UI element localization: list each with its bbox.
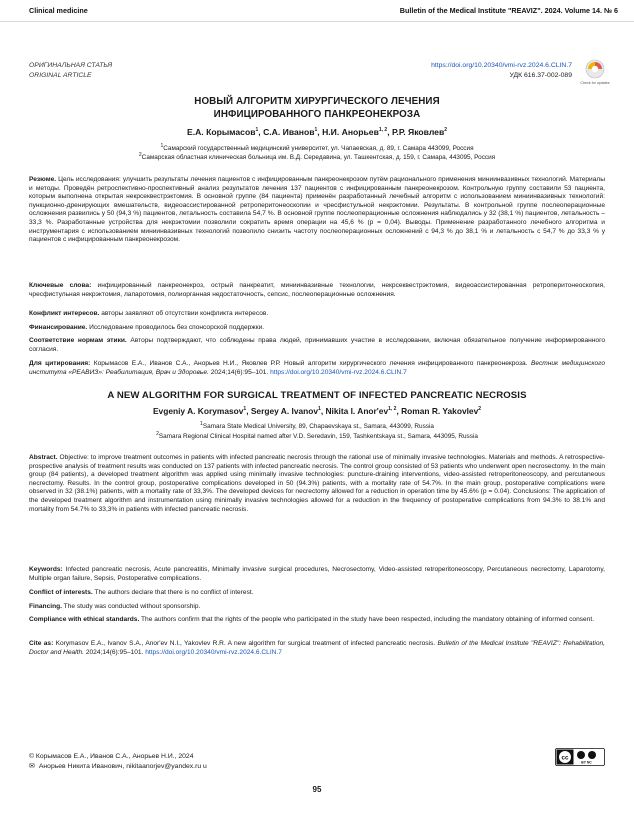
running-header (0, 0, 634, 22)
author-ru-3: Н.И. Анорьев$^{1, 2}$, (322, 127, 392, 137)
conflict-ru: Конфликт интересов. авторы заявляют об отсутствии конфликта интересов. (29, 310, 269, 317)
author-en-2: Sergey A. Ivanov$^1$, (250, 406, 326, 416)
affiliation-en-1: $^1$Samara State Medical University, 89, Chapaevskaya st., Samara, 443099, Russia (200, 420, 434, 430)
affiliation-ru-2: $^2$Самарская областная клиническая больница им. В.Д. Середавина, ул. Ташкентская, д. 159, г. Самара, 443095, Россия (138, 151, 496, 161)
article-type (29, 61, 112, 80)
article-title-en: A NEW ALGORITHM FOR SURGICAL TREATMENT OF INFECTED PANCREATIC NECROSIS (107, 390, 527, 401)
citation-en-doi-link[interactable]: https://doi.org/10.20340/vmi-rvz.2024.6.CLIN.7 (145, 648, 282, 656)
journal-name: Bulletin of the Medical Institute "REAVIZ". 2024. Volume 14. № 6 (399, 6, 618, 15)
envelope-icon: ✉ (29, 763, 35, 770)
citation-en: Cite as: Korymasov E.A., Ivanov S.A., Anor'ev N.I., Yakovlev R.R. A new algorithm for surgical treatment of infected pancreatic necrosis. Bulletin of the Medical Institute "REAVIZ": Rehabilitation, Doctor and Health. 2024;14(6):95–101. https://doi.org/10.20340/vmi-rvz.2024.6.CLIN.7 (29, 640, 605, 656)
ethics-ru: Соответствие нормам этики. Авторы подтверждают, что соблюдены права людей, принимавших участие в исследовании, включая обязательное получение информированного согласия. (29, 337, 606, 353)
keywords-en: Keywords: Infected pancreatic necrosis, Acute pancreatitis, Minimally invasive surgical procedures, Necrosectomy, Video-assisted retroperitoneoscopy, Percutaneous necrectomy, Laparotomy, Multiple organ failure, Sepsis, Postoperative complications. (29, 566, 605, 582)
cc-license-type: BY NC (581, 760, 592, 765)
title-ru-line2: ИНФИЦИРОВАННОГО ПАНКРЕОНЕКРОЗА (213, 108, 421, 120)
keywords-ru: Ключевые слова: инфицированный панкреонекроз, острый панкреатит, миниинвазивные технологии, некрсеквестрэктомия, видеоассистированная ретроперитонеоскопия, чресфистульная некрэктомия, лапаротомия, полиорганная недостаточность, сепсис, послеоперационные осложнения. (29, 282, 605, 298)
udc-code: УДК 616.37-002-089 (509, 71, 572, 79)
contact-suffix: u (201, 763, 207, 770)
article-title-ru (29, 96, 605, 121)
section-name: Clinical medicine (29, 6, 88, 15)
author-ru-4: Р.Р. Яковлев$^2$ (391, 127, 448, 137)
article-identifiers (431, 61, 572, 80)
crossmark-label: Check for updates (580, 81, 610, 85)
contact-name: Анорьев Никита Иванович, (38, 763, 125, 770)
cc-nc-icon (588, 751, 596, 759)
author-en-4: Roman R. Yakovlev$^2$ (401, 406, 482, 416)
abstract-en: Abstract. Objective: to improve treatment outcomes in patients with infected pancreatic necrosis through the rational use of minimally invasive technologies. Materials and methods. A retrospective-prospective analysis of treatment results was conducted on 137 patients with infected pancreatic necrosis. The control group consisted of 53 patients who underwent open necrosectomy. In the main group (84 patients), a developed treatment algorithm was applied using minimally invasive technologies: puncture-draining interventions, video-assisted retroperitoneoscopy, and percutaneous necrectomy. Results. In the control group, postoperative complications developed in 50 (94.3%) patients, with a mortality rate of 54.7%. In the main group, postoperative complications were observed in 32 (38.1%) patients, with a mortality rate of 33,3%. The developed devices for necrectomy allowed for a reduction in operation time by 45.6% (p = 0.04). Conclusions: The application of the developed treatment algorithm and instrumentation using minimally invasive technologies allowed for a reduction in the frequency of postoperative complications from 94.3% to 38.1% and mortality from 54.7% to 33,3% in patients with infected pancreatic necrosis. (29, 454, 605, 513)
crossmark-center (592, 66, 598, 72)
cc-logo-text: cc (561, 754, 569, 762)
author-ru-2: С.А. Иванов$^1$, (263, 127, 323, 137)
cc-by-icon (577, 751, 585, 759)
crossmark-badge[interactable] (580, 59, 610, 89)
conflict-en: Conflict of interests. The authors declare that there is no conflict of interest. (29, 589, 254, 596)
corresponding-author (29, 762, 207, 772)
affiliation-en-2: $^2$Samara Regional Clinical Hospital named after V.D. Seredavin, 159, Tashkentskaya st., Samara, 443095, Russia (156, 430, 478, 440)
cc-license-badge[interactable] (555, 748, 605, 766)
author-list-en (29, 406, 605, 416)
title-ru-line1: НОВЫЙ АЛГОРИТМ ХИРУРГИЧЕСКОГО ЛЕЧЕНИЯ (194, 96, 440, 107)
author-ru-1: Е.А. Корымасов$^1$, (186, 127, 264, 137)
citation-ru-doi-link[interactable]: https://doi.org/10.20340/vmi-rvz.2024.6.CLIN.7 (270, 368, 407, 376)
doi-link[interactable]: https://doi.org/10.20340/vmi-rvz.2024.6.CLIN.7 (431, 62, 572, 69)
article-type-ru: ОРИГИНАЛЬНАЯ СТАТЬЯ (29, 62, 113, 69)
ethics-en: Compliance with ethical standards. The authors confirm that the rights of the people who participated in the study have been respected, including the mandatory obtaining of informed consent. (29, 616, 595, 623)
author-en-3: Nikita I. Anor'ev$^{1, 2}$, (325, 406, 402, 416)
author-en-1: Evgeniy A. Korymasov$^1$, (152, 406, 251, 416)
article-type-en: ORIGINAL ARTICLE (29, 71, 92, 79)
page-number: 95 (312, 785, 322, 794)
copyright-text: © Корымасов Е.А., Иванов С.А., Анорьев Н.И., 2024 (29, 753, 194, 760)
citation-ru: Для цитирования: Корымасов Е.А., Иванов С.А., Анорьев Н.И., Яковлев Р.Р. Новый алгоритм хирургического лечения инфицированного панкреонекроза. Вестник медицинского института «РЕАВИЗ»: Реабилитация, Врач и Здоровье. 2024;14(6):95–101. https://doi.org/10.20340/vmi-rvz.2024.6.CLIN.7 (29, 360, 605, 376)
author-list-ru (29, 127, 605, 137)
contact-email[interactable]: nikitaanorjev@yandex.ru (126, 763, 202, 770)
abstract-ru: Резюме. Цель исследования: улучшить результаты лечения пациентов с инфицированным панкреонекрозом путём рационального применения миниинвазивных технологий. Материалы и методы. Проведён ретроспективно-проспективный анализ результатов лечения 137 пациентов с инфицированным панкреонекрозом. Контрольную группу составили 53 пациента, которым выполнена открытая некрсеквестрэктомия. В основной группе (84 пациента) применён разработанный лечебный алгоритм с использованием миниинвазивных технологий: пункционно-дренирующих вмешательств, видеоассистированной ретроперитонеоскопии и чресфистульной некрэктомии. Результаты. В контрольной группе послеоперационные осложнения развились у 50 (94,3 %) пациентов, летальность составила 54,7 %. В основной группе послеоперационные осложнения наблюдались у 32 (38,1 %) пациентов, летальность – 33,3 %. Разработанные устройства для некрэктомии позволили сократить время операции на 45,6 % (p = 0,04). Выводы. Применение разработанного лечебного алгоритма и инструментария с использованием миниинвазивных технологий позволило снизить частоту послеоперационных осложнений с 94,3 % до 38,1 % и летальность с 54,7 % до 33,3 % у пациентов с инфицированным панкреонекрозом. (29, 176, 605, 244)
footer-copyright (29, 752, 207, 772)
affiliation-ru-1: $^1$Самарский государственный медицинский университет, ул. Чапаевская, д. 89, г. Самара 443099, Россия (160, 142, 474, 152)
funding-en: Financing. The study was conducted without sponsorship. (29, 603, 201, 610)
funding-ru: Финансирование. Исследование проводилось без спонсорской поддержки. (29, 324, 265, 331)
